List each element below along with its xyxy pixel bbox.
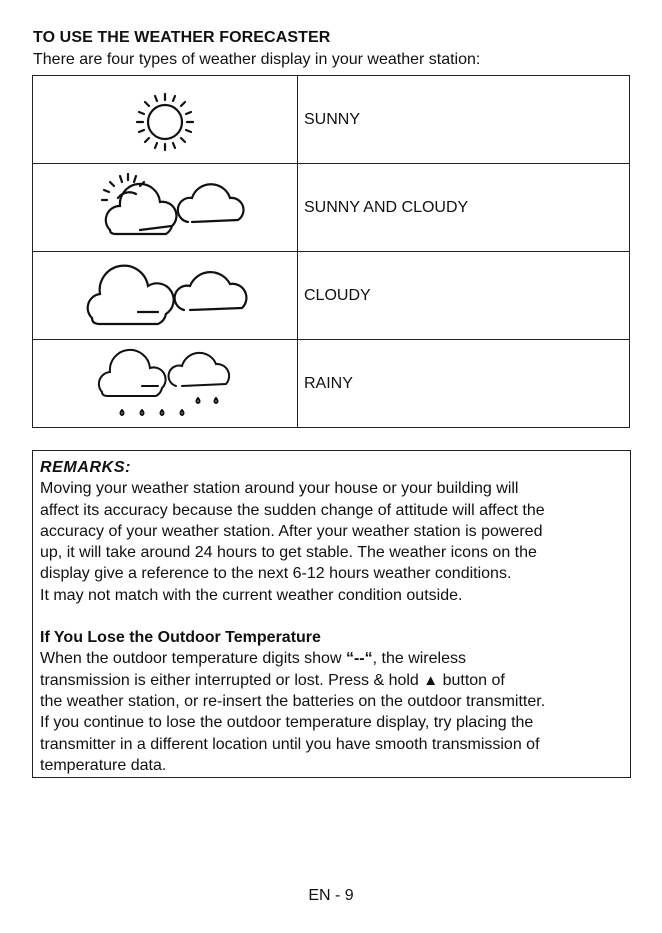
forecast-row-sunny <box>33 76 630 164</box>
remarks-line: When the outdoor temperature digits show “--“, the wireless <box>40 650 466 668</box>
remarks-line: If you continue to lose the outdoor temperature display, try placing the <box>40 714 534 732</box>
remarks-line: temperature data. <box>40 756 167 774</box>
intro-text: There are four types of weather display in your weather station: <box>33 51 481 68</box>
forecast-label: RAINY <box>298 340 630 428</box>
forecast-label: SUNNY <box>298 76 630 164</box>
forecast-label: SUNNY AND CLOUDY <box>298 164 630 252</box>
forecast-label: CLOUDY <box>298 252 630 340</box>
sun-icon <box>120 80 210 160</box>
forecast-row-cloudy <box>33 252 630 340</box>
remarks-heading: REMARKS: <box>40 459 132 476</box>
remarks-line: It may not match with the current weather condition outside. <box>40 586 463 604</box>
forecast-table <box>32 75 630 428</box>
forecast-row-sunny-cloudy <box>33 164 630 252</box>
remarks-line: Moving your weather station around your house or your building will <box>40 480 519 498</box>
rain-cloud-icon <box>90 342 240 426</box>
page-number: EN - 9 <box>308 887 354 904</box>
dash-symbol: “--“ <box>345 650 373 668</box>
outdoor-temp-heading: If You Lose the Outdoor Temperature <box>40 629 321 647</box>
sun-cloud-icon <box>80 168 250 248</box>
cloud-icon <box>70 256 260 336</box>
page-title: TO USE THE WEATHER FORECASTER <box>33 29 331 46</box>
remarks-line: transmission is either interrupted or lost. Press & hold ▲ button of <box>40 670 630 691</box>
remarks-line: transmitter in a different location until you have smooth transmission of <box>40 735 540 753</box>
forecast-row-rainy <box>33 340 630 428</box>
remarks-line: the weather station, or re-insert the batteries on the outdoor transmitter. <box>40 692 546 710</box>
remarks-line: display give a reference to the next 6-12 hours weather conditions. <box>40 565 512 583</box>
remarks-line: affect its accuracy because the sudden change of attitude will affect the <box>40 501 545 519</box>
remarks-box <box>32 450 631 778</box>
remarks-line: accuracy of your weather station. After your weather station is powered <box>40 522 543 540</box>
remarks-line: up, it will take around 24 hours to get stable. The weather icons on the <box>40 544 537 562</box>
up-triangle-icon: ▲ <box>423 671 439 689</box>
